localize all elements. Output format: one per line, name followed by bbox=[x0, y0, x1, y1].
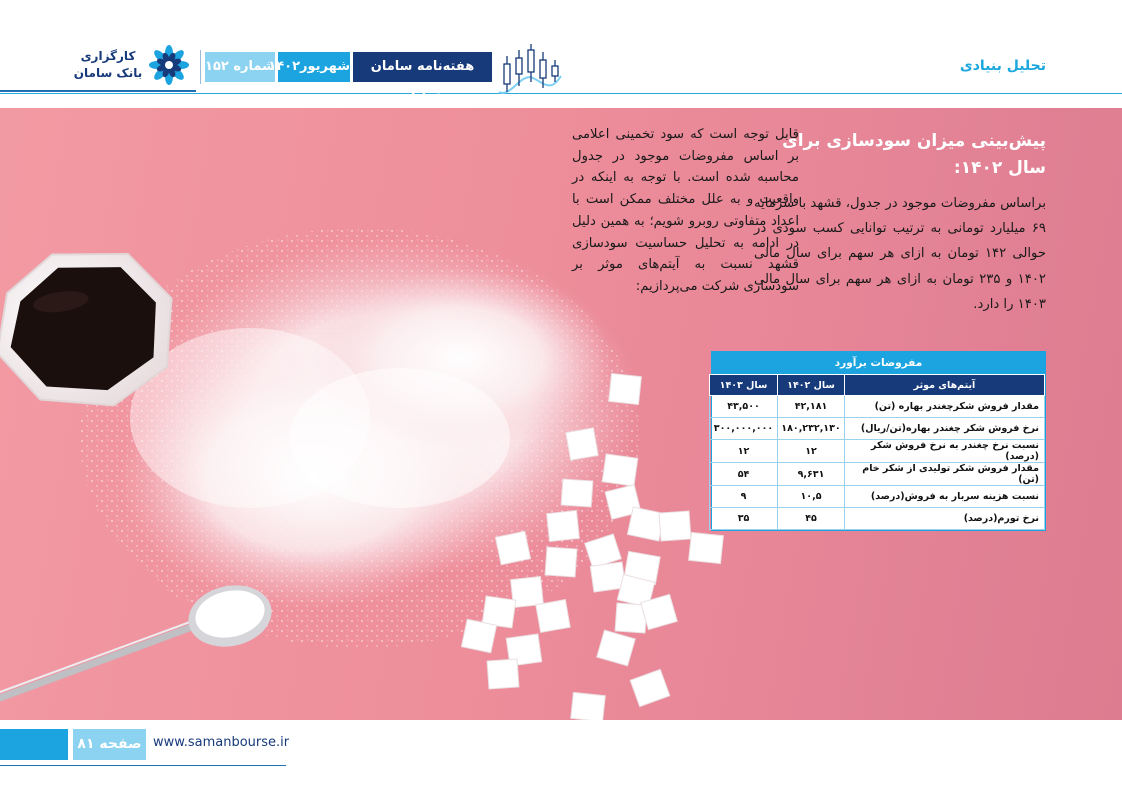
header-year-1402: سال ۱۴۰۲ bbox=[778, 375, 845, 396]
table-row bbox=[710, 418, 1045, 440]
section-title: تحلیل بنیادی bbox=[959, 58, 1046, 74]
spoon bbox=[0, 578, 277, 698]
row-value-1402: ۴۵ bbox=[778, 508, 845, 530]
row-item: نسبت هزینه سربار به فروش(درصد) bbox=[845, 486, 1045, 508]
row-value-1402: ۱۲ bbox=[778, 440, 845, 463]
footer-accent-bar bbox=[0, 729, 68, 760]
article-title: پیش‌بینی میزان سودسازی برای سال ۱۴۰۲: bbox=[782, 131, 1046, 178]
row-item: مقدار فروش شکرچغندر بهاره (تن) bbox=[845, 396, 1045, 418]
row-value-1402: ۴۲,۱۸۱ bbox=[778, 396, 845, 418]
saman-flower-icon bbox=[148, 44, 190, 86]
header-year-1403: سال ۱۴۰۳ bbox=[710, 375, 778, 396]
footer-divider bbox=[0, 765, 286, 766]
brand-underline bbox=[0, 90, 196, 92]
issue-date-badge: شهریور۱۴۰۲ bbox=[278, 52, 350, 82]
row-item: نرخ فروش شکر چغندر بهاره(تن/ریال) bbox=[845, 418, 1045, 440]
row-value-1402: ۱۰,۵ bbox=[778, 486, 845, 508]
row-value-1403: ۵۴ bbox=[710, 463, 778, 486]
issue-number-badge: شماره ۱۵۲ bbox=[205, 52, 275, 82]
row-item: نرخ تورم(درصد) bbox=[845, 508, 1045, 530]
row-item: نسبت نرخ چغندر به نرخ فروش شکر (درصد) bbox=[845, 440, 1045, 463]
article-paragraph-right: براساس مفروضات موجود در جدول، قشهد با سرمایه ۶۹ میلیارد تومانی به ترتیب توانایی کسب سودی در حوالی ۱۴۲ تومان به ازای هر سهم برای سال مالی ۱۴۰۲ و ۲۳۵ تومان به ازای هر سهم برای سال مالی ۱۴۰۳ را دارد. bbox=[754, 196, 1046, 312]
row-value-1403: ۳۰۰,۰۰۰,۰۰۰ bbox=[710, 418, 778, 440]
header-items: آیتم‌های موثر bbox=[845, 375, 1045, 396]
row-value-1403: ۱۲ bbox=[710, 440, 778, 463]
header-separator bbox=[200, 50, 201, 84]
page-number: صفحه ۸۱ bbox=[73, 729, 146, 760]
row-value-1402: ۹,۶۳۱ bbox=[778, 463, 845, 486]
logo-line-1: کارگزاری bbox=[80, 49, 136, 63]
table-row bbox=[710, 486, 1045, 508]
table-row bbox=[710, 396, 1045, 418]
weekly-name-badge: هفته‌نامه سامان تحلیل bbox=[353, 52, 492, 82]
row-item: مقدار فروش شکر تولیدی از شکر خام (تن) bbox=[845, 463, 1045, 486]
row-value-1402: ۱۸۰,۲۳۲,۱۳۰ bbox=[778, 418, 845, 440]
saman-brokerage-logo[interactable] bbox=[72, 44, 192, 88]
logo-line-2: بانک سامان bbox=[73, 66, 143, 80]
table-row bbox=[710, 508, 1045, 530]
article-paragraph-left: قابل توجه است که سود تخمینی اعلامی بر اساس مفروضات موجود در جدول محاسبه شده است. با توجه به اینکه در واقعیت و به علل مختلف ممکن است با اعداد متفاوتی روبرو شویم؛ به همین دلیل در ادامه به تحلیل حساسیت سودسازی قشهد نسبت به آیتم‌های موثر بر سودسازی شرکت می‌پردازیم: bbox=[572, 127, 799, 294]
candlestick-chart-icon bbox=[497, 42, 563, 100]
row-value-1403: ۴۳,۵۰۰ bbox=[710, 396, 778, 418]
website-link[interactable]: www.samanbourse.ir bbox=[153, 735, 290, 750]
table-row bbox=[710, 440, 1045, 463]
row-value-1403: ۹ bbox=[710, 486, 778, 508]
table-row bbox=[710, 463, 1045, 486]
row-value-1403: ۳۵ bbox=[710, 508, 778, 530]
table-caption: مفروضات برآورد bbox=[712, 352, 1045, 374]
logo-text bbox=[72, 48, 144, 82]
assumptions-table bbox=[711, 351, 1046, 531]
